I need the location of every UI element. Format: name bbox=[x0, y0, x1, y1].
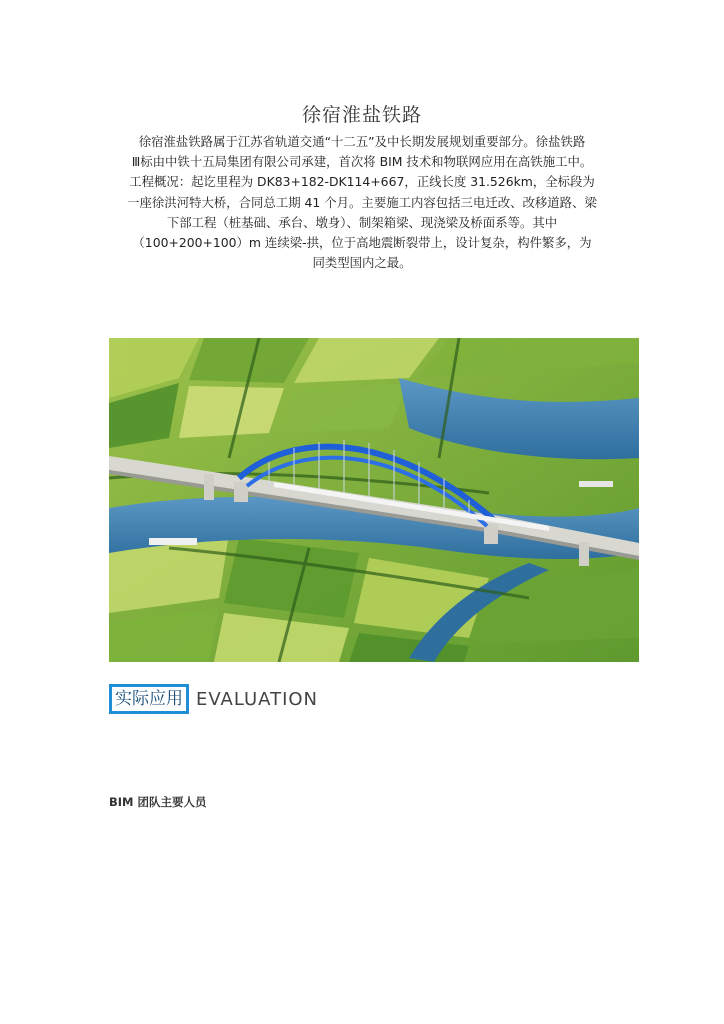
bridge-rendering-image bbox=[109, 338, 639, 662]
intro-line: 工程概况：起讫里程为 DK83+182-DK114+667，正线长度 31.526km，全标段为 bbox=[129, 174, 595, 190]
bridge-illustration bbox=[109, 338, 639, 662]
intro-line: 徐宿淮盐铁路属于江苏省轨道交通“十二五”及中长期发展规划重要部分。徐盐铁路 bbox=[138, 134, 586, 149]
intro-line: 同类型国内之最。 bbox=[312, 255, 412, 271]
intro-line: 下部工程（桩基础、承台、墩身）、制架箱梁、现浇梁及桥面系等。其中 bbox=[166, 214, 558, 230]
section-label-english: EVALUATION bbox=[196, 688, 319, 710]
section-label-boxed: 实际应用 bbox=[109, 684, 189, 714]
page-title: 徐宿淮盐铁路 bbox=[301, 104, 422, 126]
section-heading bbox=[109, 683, 318, 715]
intro-line: 一座徐洪河特大桥，合同总工期 41 个月。主要施工内容包括三电迁改、改移道路、梁 bbox=[127, 194, 597, 210]
team-heading: BIM 团队主要人员 bbox=[109, 795, 207, 809]
intro-line: Ⅲ标由中铁十五局集团有限公司承建，首次将 BIM 技术和物联网应用在高铁施工中。 bbox=[131, 154, 593, 170]
intro-line: （100+200+100）m 连续梁-拱，位于高地震断裂带上，设计复杂，构件繁多，为 bbox=[132, 235, 592, 251]
intro-paragraph bbox=[106, 132, 618, 273]
